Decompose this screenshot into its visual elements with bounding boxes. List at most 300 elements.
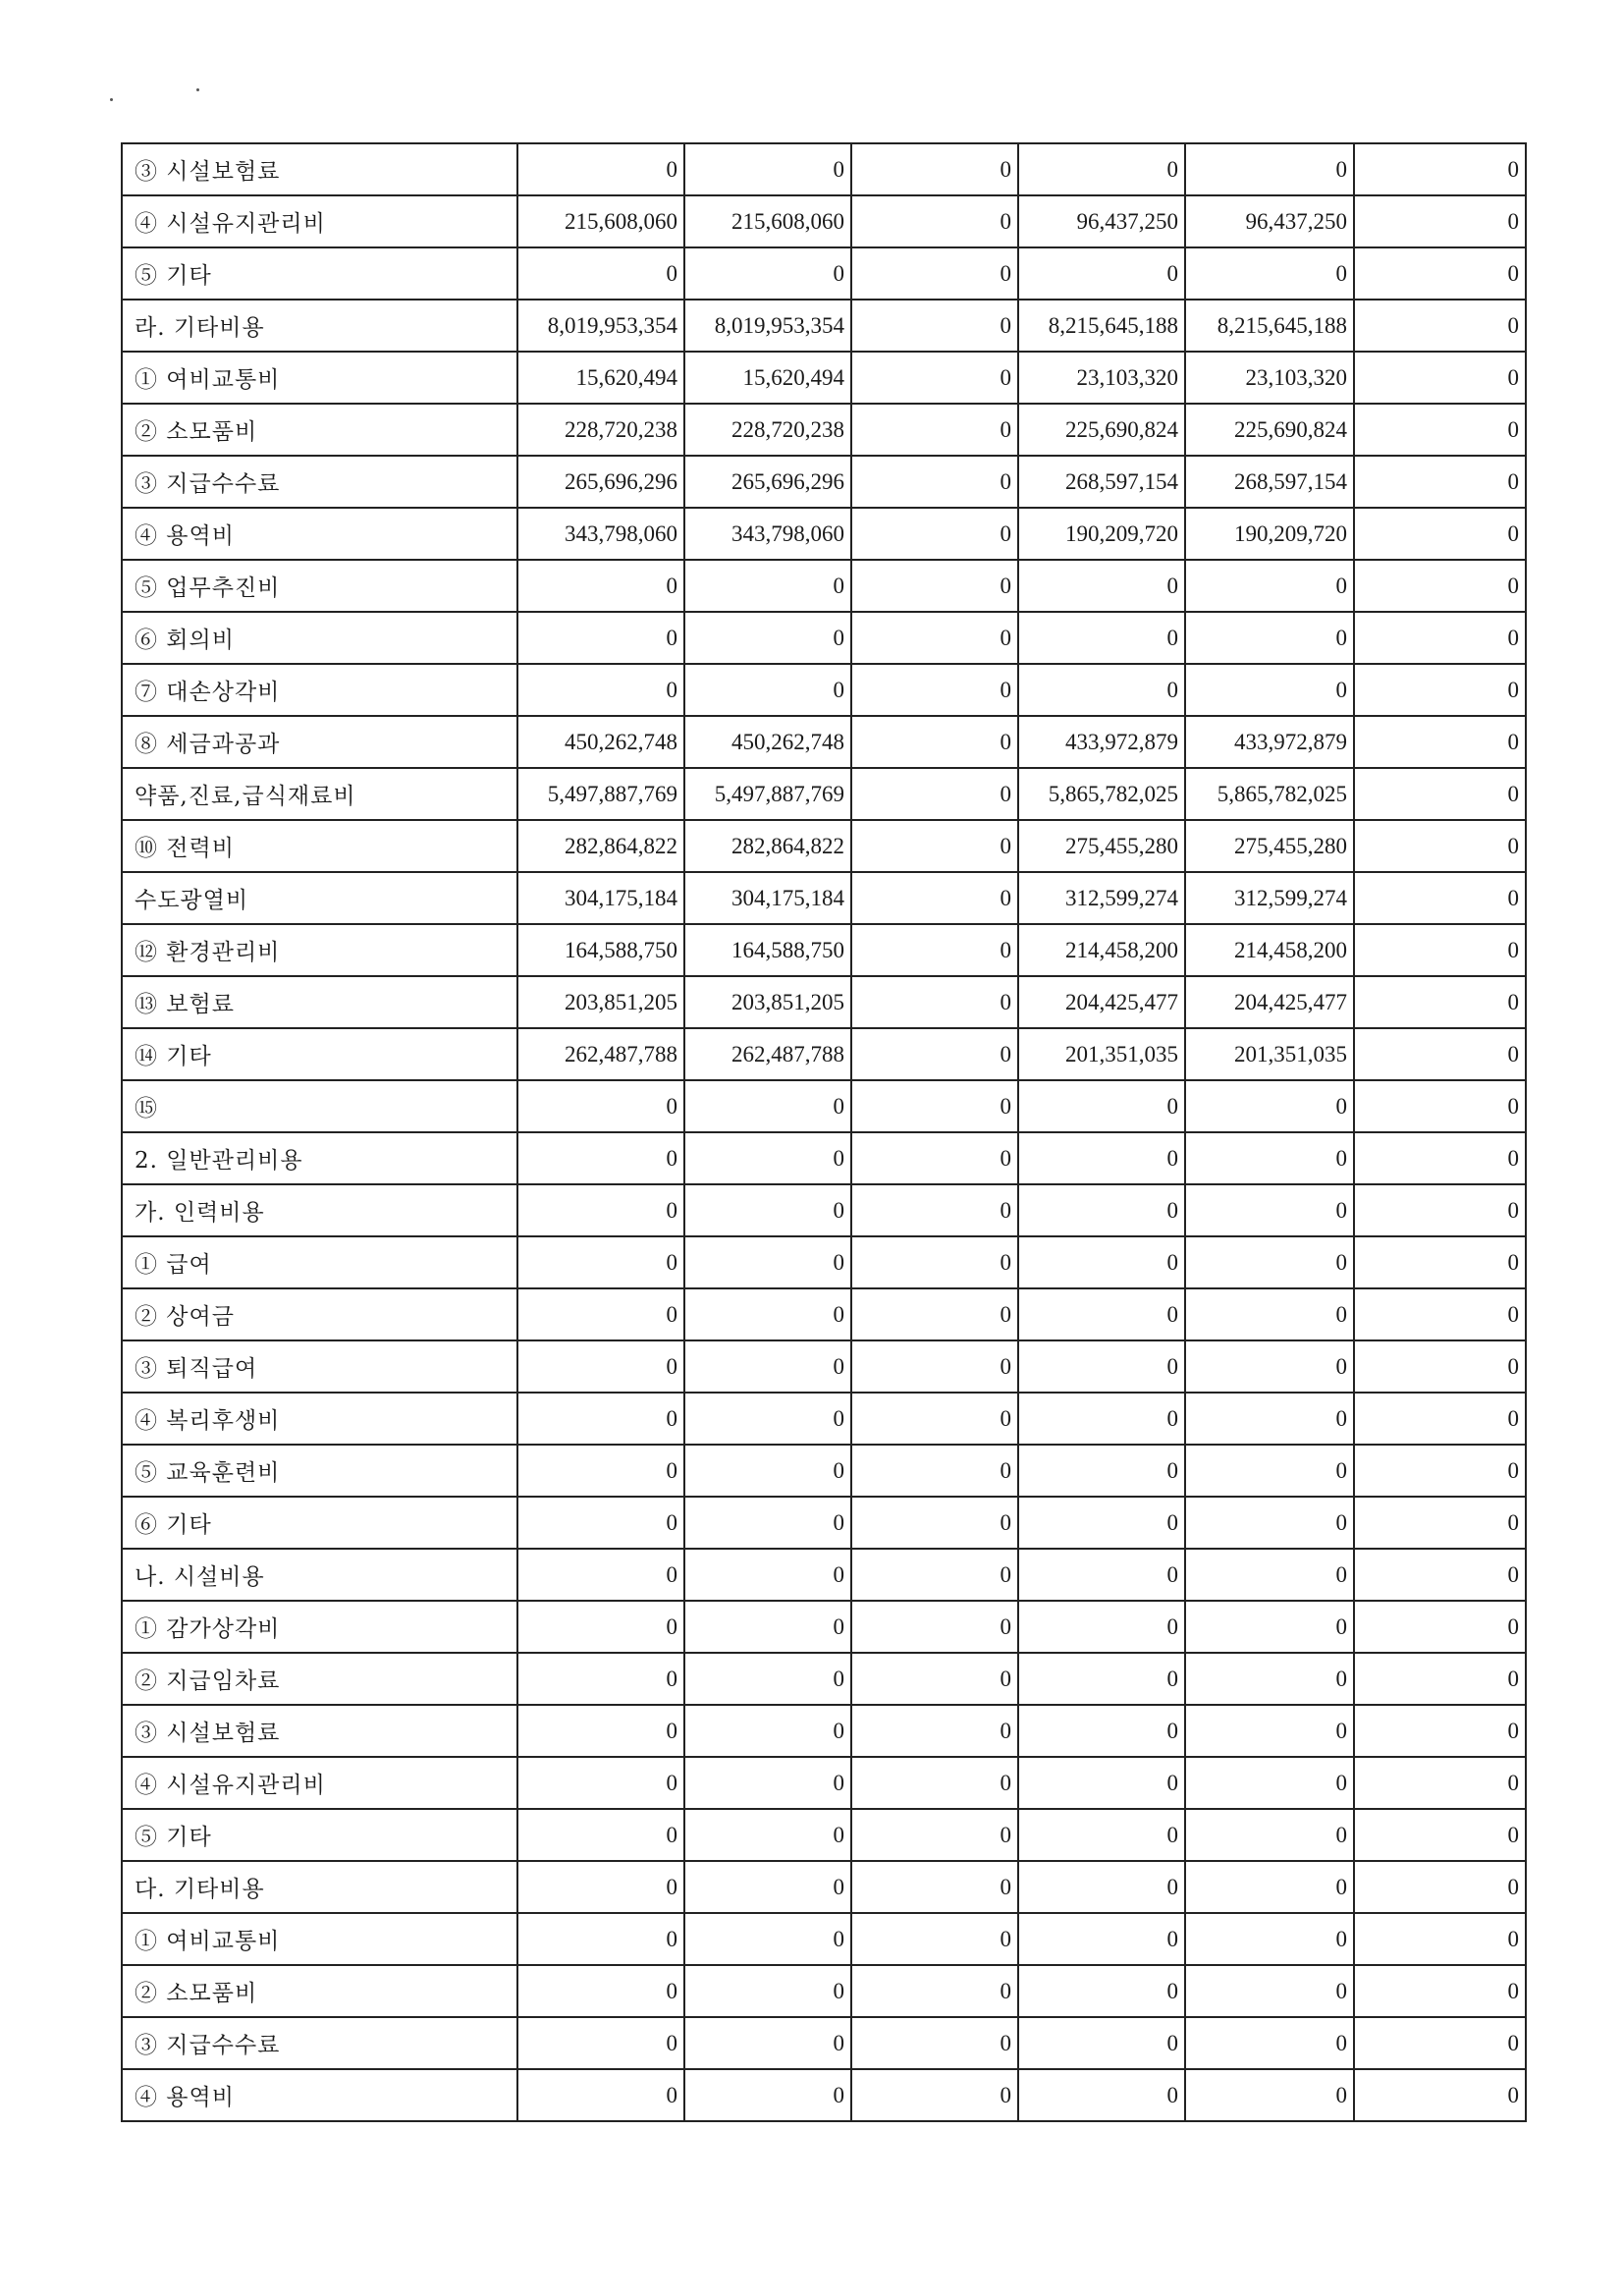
amount-cell: 0 — [517, 1236, 684, 1288]
amount-cell: 0 — [517, 612, 684, 664]
amount-cell: 450,262,748 — [684, 716, 851, 768]
amount-cell: 0 — [851, 2017, 1018, 2069]
amount-cell: 0 — [851, 1080, 1018, 1132]
amount-cell: 262,487,788 — [684, 1028, 851, 1080]
amount-cell: 204,425,477 — [1185, 976, 1354, 1028]
amount-cell: 265,696,296 — [684, 456, 851, 508]
row-label: ⑤ 교육훈련비 — [122, 1445, 517, 1497]
amount-cell: 304,175,184 — [684, 872, 851, 924]
row-label: ② 지급임차료 — [122, 1653, 517, 1705]
amount-cell: 0 — [851, 612, 1018, 664]
amount-cell: 0 — [1354, 1080, 1526, 1132]
amount-cell: 0 — [851, 560, 1018, 612]
amount-cell: 0 — [1354, 1445, 1526, 1497]
amount-cell: 268,597,154 — [1018, 456, 1185, 508]
amount-cell: 15,620,494 — [517, 352, 684, 404]
table-row — [122, 247, 1526, 300]
row-label: 2. 일반관리비용 — [122, 1132, 517, 1184]
amount-cell: 0 — [684, 664, 851, 716]
amount-cell: 5,497,887,769 — [684, 768, 851, 820]
row-label: ④ 시설유지관리비 — [122, 195, 517, 247]
amount-cell: 0 — [1185, 1393, 1354, 1445]
amount-cell: 0 — [851, 1288, 1018, 1340]
amount-cell: 0 — [851, 1549, 1018, 1601]
expense-table — [121, 142, 1527, 2122]
table-row — [122, 768, 1526, 820]
amount-cell: 0 — [851, 872, 1018, 924]
amount-cell: 0 — [517, 1653, 684, 1705]
amount-cell: 0 — [684, 2069, 851, 2121]
amount-cell: 15,620,494 — [684, 352, 851, 404]
amount-cell: 0 — [1185, 1549, 1354, 1601]
amount-cell: 275,455,280 — [1185, 820, 1354, 872]
amount-cell: 0 — [1185, 612, 1354, 664]
scan-speck — [110, 98, 113, 101]
row-label: ③ 퇴직급여 — [122, 1340, 517, 1393]
table-row — [122, 1497, 1526, 1549]
amount-cell: 312,599,274 — [1185, 872, 1354, 924]
amount-cell: 343,798,060 — [684, 508, 851, 560]
amount-cell: 164,588,750 — [684, 924, 851, 976]
row-label: ④ 시설유지관리비 — [122, 1757, 517, 1809]
amount-cell: 0 — [517, 247, 684, 300]
amount-cell: 0 — [517, 1601, 684, 1653]
table-row — [122, 1184, 1526, 1236]
amount-cell: 0 — [684, 1809, 851, 1861]
table-row — [122, 1288, 1526, 1340]
table-row — [122, 300, 1526, 352]
row-label: ④ 복리후생비 — [122, 1393, 517, 1445]
table-row — [122, 612, 1526, 664]
amount-cell: 0 — [1185, 1809, 1354, 1861]
amount-cell: 5,865,782,025 — [1018, 768, 1185, 820]
amount-cell: 0 — [1354, 195, 1526, 247]
amount-cell: 8,215,645,188 — [1185, 300, 1354, 352]
amount-cell: 0 — [1185, 143, 1354, 195]
amount-cell: 0 — [1185, 1340, 1354, 1393]
amount-cell: 0 — [1354, 2017, 1526, 2069]
amount-cell: 0 — [1354, 247, 1526, 300]
amount-cell: 214,458,200 — [1185, 924, 1354, 976]
amount-cell: 0 — [1354, 456, 1526, 508]
row-label: ⑥ 회의비 — [122, 612, 517, 664]
amount-cell: 0 — [684, 1132, 851, 1184]
table-row — [122, 872, 1526, 924]
amount-cell: 0 — [517, 1913, 684, 1965]
amount-cell: 0 — [517, 664, 684, 716]
amount-cell: 0 — [1185, 2069, 1354, 2121]
amount-cell: 0 — [1018, 1861, 1185, 1913]
amount-cell: 0 — [684, 1184, 851, 1236]
amount-cell: 0 — [684, 1236, 851, 1288]
row-label: ⑬ 보험료 — [122, 976, 517, 1028]
amount-cell: 0 — [1018, 1132, 1185, 1184]
amount-cell: 0 — [1018, 1393, 1185, 1445]
amount-cell: 0 — [851, 1601, 1018, 1653]
amount-cell: 0 — [1018, 2069, 1185, 2121]
amount-cell: 0 — [684, 1965, 851, 2017]
amount-cell: 0 — [851, 1861, 1018, 1913]
amount-cell: 0 — [684, 143, 851, 195]
amount-cell: 0 — [1018, 2017, 1185, 2069]
amount-cell: 225,690,824 — [1018, 404, 1185, 456]
amount-cell: 0 — [1354, 1913, 1526, 1965]
amount-cell: 0 — [1354, 976, 1526, 1028]
amount-cell: 0 — [1354, 1861, 1526, 1913]
amount-cell: 433,972,879 — [1018, 716, 1185, 768]
amount-cell: 0 — [1018, 1757, 1185, 1809]
amount-cell: 450,262,748 — [517, 716, 684, 768]
amount-cell: 0 — [851, 1653, 1018, 1705]
table-body — [122, 143, 1526, 2121]
table-row — [122, 1653, 1526, 1705]
amount-cell: 0 — [1018, 1653, 1185, 1705]
amount-cell: 0 — [1018, 143, 1185, 195]
row-label: ④ 용역비 — [122, 2069, 517, 2121]
table-row — [122, 1028, 1526, 1080]
row-label: 라. 기타비용 — [122, 300, 517, 352]
amount-cell: 0 — [851, 1184, 1018, 1236]
amount-cell: 0 — [1018, 1497, 1185, 1549]
amount-cell: 0 — [1018, 664, 1185, 716]
amount-cell: 0 — [1185, 1236, 1354, 1288]
amount-cell: 8,215,645,188 — [1018, 300, 1185, 352]
row-label: ⑤ 기타 — [122, 1809, 517, 1861]
amount-cell: 0 — [851, 1497, 1018, 1549]
table-row — [122, 1340, 1526, 1393]
table-row — [122, 143, 1526, 195]
amount-cell: 0 — [1354, 1288, 1526, 1340]
row-label: ② 소모품비 — [122, 404, 517, 456]
amount-cell: 0 — [1354, 1497, 1526, 1549]
table-row — [122, 508, 1526, 560]
amount-cell: 0 — [1354, 300, 1526, 352]
amount-cell: 0 — [1354, 1132, 1526, 1184]
amount-cell: 0 — [851, 976, 1018, 1028]
amount-cell: 225,690,824 — [1185, 404, 1354, 456]
amount-cell: 0 — [517, 1184, 684, 1236]
amount-cell: 8,019,953,354 — [684, 300, 851, 352]
amount-cell: 0 — [1018, 1965, 1185, 2017]
amount-cell: 0 — [517, 2069, 684, 2121]
amount-cell: 0 — [1354, 1601, 1526, 1653]
amount-cell: 262,487,788 — [517, 1028, 684, 1080]
amount-cell: 0 — [851, 716, 1018, 768]
amount-cell: 0 — [1185, 1132, 1354, 1184]
amount-cell: 0 — [684, 1601, 851, 1653]
amount-cell: 0 — [1354, 1393, 1526, 1445]
amount-cell: 0 — [851, 768, 1018, 820]
amount-cell: 228,720,238 — [684, 404, 851, 456]
table-row — [122, 1757, 1526, 1809]
amount-cell: 0 — [851, 1028, 1018, 1080]
amount-cell: 0 — [517, 2017, 684, 2069]
amount-cell: 0 — [684, 1913, 851, 1965]
row-label: ① 여비교통비 — [122, 1913, 517, 1965]
row-label: ⑤ 기타 — [122, 247, 517, 300]
amount-cell: 0 — [1354, 1028, 1526, 1080]
amount-cell: 215,608,060 — [517, 195, 684, 247]
row-label: ⑭ 기타 — [122, 1028, 517, 1080]
amount-cell: 0 — [1354, 768, 1526, 820]
amount-cell: 0 — [684, 1445, 851, 1497]
amount-cell: 203,851,205 — [684, 976, 851, 1028]
amount-cell: 268,597,154 — [1185, 456, 1354, 508]
amount-cell: 0 — [1185, 1913, 1354, 1965]
row-label: ⑤ 업무추진비 — [122, 560, 517, 612]
amount-cell: 0 — [1018, 560, 1185, 612]
amount-cell: 0 — [851, 1445, 1018, 1497]
amount-cell: 0 — [851, 508, 1018, 560]
amount-cell: 0 — [1354, 664, 1526, 716]
amount-cell: 203,851,205 — [517, 976, 684, 1028]
row-label: 수도광열비 — [122, 872, 517, 924]
amount-cell: 190,209,720 — [1185, 508, 1354, 560]
amount-cell: 0 — [1018, 247, 1185, 300]
amount-cell: 0 — [517, 1705, 684, 1757]
amount-cell: 0 — [1018, 1913, 1185, 1965]
table-row — [122, 1393, 1526, 1445]
amount-cell: 5,497,887,769 — [517, 768, 684, 820]
amount-cell: 0 — [851, 1236, 1018, 1288]
amount-cell: 164,588,750 — [517, 924, 684, 976]
amount-cell: 0 — [1185, 664, 1354, 716]
amount-cell: 0 — [517, 1288, 684, 1340]
amount-cell: 0 — [851, 1913, 1018, 1965]
amount-cell: 0 — [1018, 1809, 1185, 1861]
table-row — [122, 195, 1526, 247]
amount-cell: 0 — [851, 404, 1018, 456]
row-label: ① 여비교통비 — [122, 352, 517, 404]
amount-cell: 0 — [851, 664, 1018, 716]
amount-cell: 8,019,953,354 — [517, 300, 684, 352]
amount-cell: 312,599,274 — [1018, 872, 1185, 924]
row-label: ⑩ 전력비 — [122, 820, 517, 872]
amount-cell: 0 — [517, 1340, 684, 1393]
amount-cell: 0 — [517, 1497, 684, 1549]
table-row — [122, 1913, 1526, 1965]
amount-cell: 0 — [684, 1653, 851, 1705]
amount-cell: 0 — [517, 1757, 684, 1809]
amount-cell: 0 — [684, 1705, 851, 1757]
amount-cell: 343,798,060 — [517, 508, 684, 560]
amount-cell: 23,103,320 — [1018, 352, 1185, 404]
amount-cell: 0 — [1185, 247, 1354, 300]
amount-cell: 0 — [684, 1393, 851, 1445]
amount-cell: 0 — [684, 1757, 851, 1809]
row-label: ⑧ 세금과공과 — [122, 716, 517, 768]
amount-cell: 96,437,250 — [1018, 195, 1185, 247]
row-label: ① 급여 — [122, 1236, 517, 1288]
amount-cell: 0 — [517, 143, 684, 195]
amount-cell: 0 — [851, 143, 1018, 195]
table-row — [122, 404, 1526, 456]
amount-cell: 0 — [1354, 612, 1526, 664]
table-row — [122, 456, 1526, 508]
amount-cell: 0 — [684, 612, 851, 664]
amount-cell: 0 — [1185, 1497, 1354, 1549]
amount-cell: 0 — [1185, 1861, 1354, 1913]
amount-cell: 0 — [1354, 560, 1526, 612]
row-label: ⑥ 기타 — [122, 1497, 517, 1549]
table-row — [122, 924, 1526, 976]
table-row — [122, 664, 1526, 716]
amount-cell: 0 — [517, 1393, 684, 1445]
amount-cell: 0 — [1018, 1445, 1185, 1497]
amount-cell: 0 — [851, 1965, 1018, 2017]
row-label: 약품,진료,급식재료비 — [122, 768, 517, 820]
amount-cell: 0 — [1185, 1080, 1354, 1132]
table-row — [122, 1601, 1526, 1653]
amount-cell: 275,455,280 — [1018, 820, 1185, 872]
row-label: ② 소모품비 — [122, 1965, 517, 2017]
table-row — [122, 1080, 1526, 1132]
amount-cell: 282,864,822 — [684, 820, 851, 872]
amount-cell: 0 — [1354, 872, 1526, 924]
amount-cell: 0 — [1185, 1653, 1354, 1705]
amount-cell: 0 — [851, 1132, 1018, 1184]
amount-cell: 0 — [851, 924, 1018, 976]
row-label: ③ 시설보험료 — [122, 143, 517, 195]
row-label: ⑫ 환경관리비 — [122, 924, 517, 976]
table-row — [122, 716, 1526, 768]
amount-cell: 5,865,782,025 — [1185, 768, 1354, 820]
row-label: ③ 시설보험료 — [122, 1705, 517, 1757]
amount-cell: 0 — [1185, 1445, 1354, 1497]
amount-cell: 0 — [1354, 352, 1526, 404]
amount-cell: 0 — [1018, 612, 1185, 664]
amount-cell: 23,103,320 — [1185, 352, 1354, 404]
amount-cell: 0 — [1018, 1340, 1185, 1393]
amount-cell: 0 — [517, 1861, 684, 1913]
amount-cell: 0 — [1185, 1757, 1354, 1809]
amount-cell: 0 — [1354, 1965, 1526, 2017]
amount-cell: 0 — [684, 560, 851, 612]
amount-cell: 0 — [851, 195, 1018, 247]
amount-cell: 0 — [684, 1497, 851, 1549]
row-label: ② 상여금 — [122, 1288, 517, 1340]
scan-speck — [196, 88, 199, 91]
amount-cell: 96,437,250 — [1185, 195, 1354, 247]
table-row — [122, 560, 1526, 612]
amount-cell: 0 — [684, 1340, 851, 1393]
amount-cell: 0 — [851, 1757, 1018, 1809]
row-label: 나. 시설비용 — [122, 1549, 517, 1601]
row-label: ⑮ — [122, 1080, 517, 1132]
amount-cell: 0 — [851, 2069, 1018, 2121]
amount-cell: 0 — [1185, 1184, 1354, 1236]
amount-cell: 0 — [684, 1080, 851, 1132]
amount-cell: 0 — [684, 1861, 851, 1913]
amount-cell: 0 — [684, 1549, 851, 1601]
amount-cell: 0 — [517, 1965, 684, 2017]
amount-cell: 0 — [517, 560, 684, 612]
amount-cell: 201,351,035 — [1185, 1028, 1354, 1080]
amount-cell: 0 — [1185, 1601, 1354, 1653]
amount-cell: 0 — [1018, 1080, 1185, 1132]
row-label: ③ 지급수수료 — [122, 2017, 517, 2069]
amount-cell: 433,972,879 — [1185, 716, 1354, 768]
amount-cell: 0 — [517, 1445, 684, 1497]
amount-cell: 265,696,296 — [517, 456, 684, 508]
table-row — [122, 1236, 1526, 1288]
amount-cell: 0 — [1354, 1809, 1526, 1861]
amount-cell: 0 — [1018, 1236, 1185, 1288]
row-label: 가. 인력비용 — [122, 1184, 517, 1236]
amount-cell: 0 — [1354, 1653, 1526, 1705]
row-label: ① 감가상각비 — [122, 1601, 517, 1653]
amount-cell: 0 — [1185, 1705, 1354, 1757]
row-label: ③ 지급수수료 — [122, 456, 517, 508]
table-row — [122, 1965, 1526, 2017]
amount-cell: 0 — [517, 1132, 684, 1184]
amount-cell: 0 — [1354, 820, 1526, 872]
amount-cell: 0 — [1185, 560, 1354, 612]
amount-cell: 0 — [851, 456, 1018, 508]
amount-cell: 0 — [851, 300, 1018, 352]
amount-cell: 0 — [851, 352, 1018, 404]
amount-cell: 0 — [1354, 508, 1526, 560]
amount-cell: 0 — [1185, 1965, 1354, 2017]
amount-cell: 0 — [1354, 1705, 1526, 1757]
table-row — [122, 1861, 1526, 1913]
amount-cell: 0 — [1354, 716, 1526, 768]
amount-cell: 0 — [1354, 1184, 1526, 1236]
amount-cell: 0 — [1354, 1340, 1526, 1393]
table-row — [122, 1549, 1526, 1601]
table-row — [122, 976, 1526, 1028]
amount-cell: 201,351,035 — [1018, 1028, 1185, 1080]
amount-cell: 304,175,184 — [517, 872, 684, 924]
amount-cell: 0 — [1354, 1549, 1526, 1601]
amount-cell: 0 — [684, 1288, 851, 1340]
table-row — [122, 1705, 1526, 1757]
amount-cell: 0 — [1018, 1288, 1185, 1340]
amount-cell: 0 — [684, 247, 851, 300]
amount-cell: 204,425,477 — [1018, 976, 1185, 1028]
amount-cell: 0 — [851, 1809, 1018, 1861]
table-row — [122, 1132, 1526, 1184]
amount-cell: 0 — [1354, 404, 1526, 456]
table-row — [122, 820, 1526, 872]
table-row — [122, 1445, 1526, 1497]
amount-cell: 0 — [1354, 143, 1526, 195]
table-row — [122, 2069, 1526, 2121]
amount-cell: 0 — [1018, 1705, 1185, 1757]
amount-cell: 0 — [1354, 1757, 1526, 1809]
amount-cell: 228,720,238 — [517, 404, 684, 456]
row-label: ⑦ 대손상각비 — [122, 664, 517, 716]
amount-cell: 0 — [517, 1549, 684, 1601]
amount-cell: 0 — [517, 1809, 684, 1861]
table-row — [122, 352, 1526, 404]
amount-cell: 0 — [851, 1340, 1018, 1393]
amount-cell: 0 — [851, 1393, 1018, 1445]
row-label: ④ 용역비 — [122, 508, 517, 560]
amount-cell: 0 — [1354, 924, 1526, 976]
amount-cell: 0 — [851, 1705, 1018, 1757]
amount-cell: 0 — [851, 820, 1018, 872]
table-row — [122, 1809, 1526, 1861]
table-row — [122, 2017, 1526, 2069]
row-label: 다. 기타비용 — [122, 1861, 517, 1913]
amount-cell: 0 — [1354, 1236, 1526, 1288]
amount-cell: 0 — [1354, 2069, 1526, 2121]
amount-cell: 214,458,200 — [1018, 924, 1185, 976]
amount-cell: 282,864,822 — [517, 820, 684, 872]
amount-cell: 0 — [684, 2017, 851, 2069]
amount-cell: 0 — [1018, 1184, 1185, 1236]
